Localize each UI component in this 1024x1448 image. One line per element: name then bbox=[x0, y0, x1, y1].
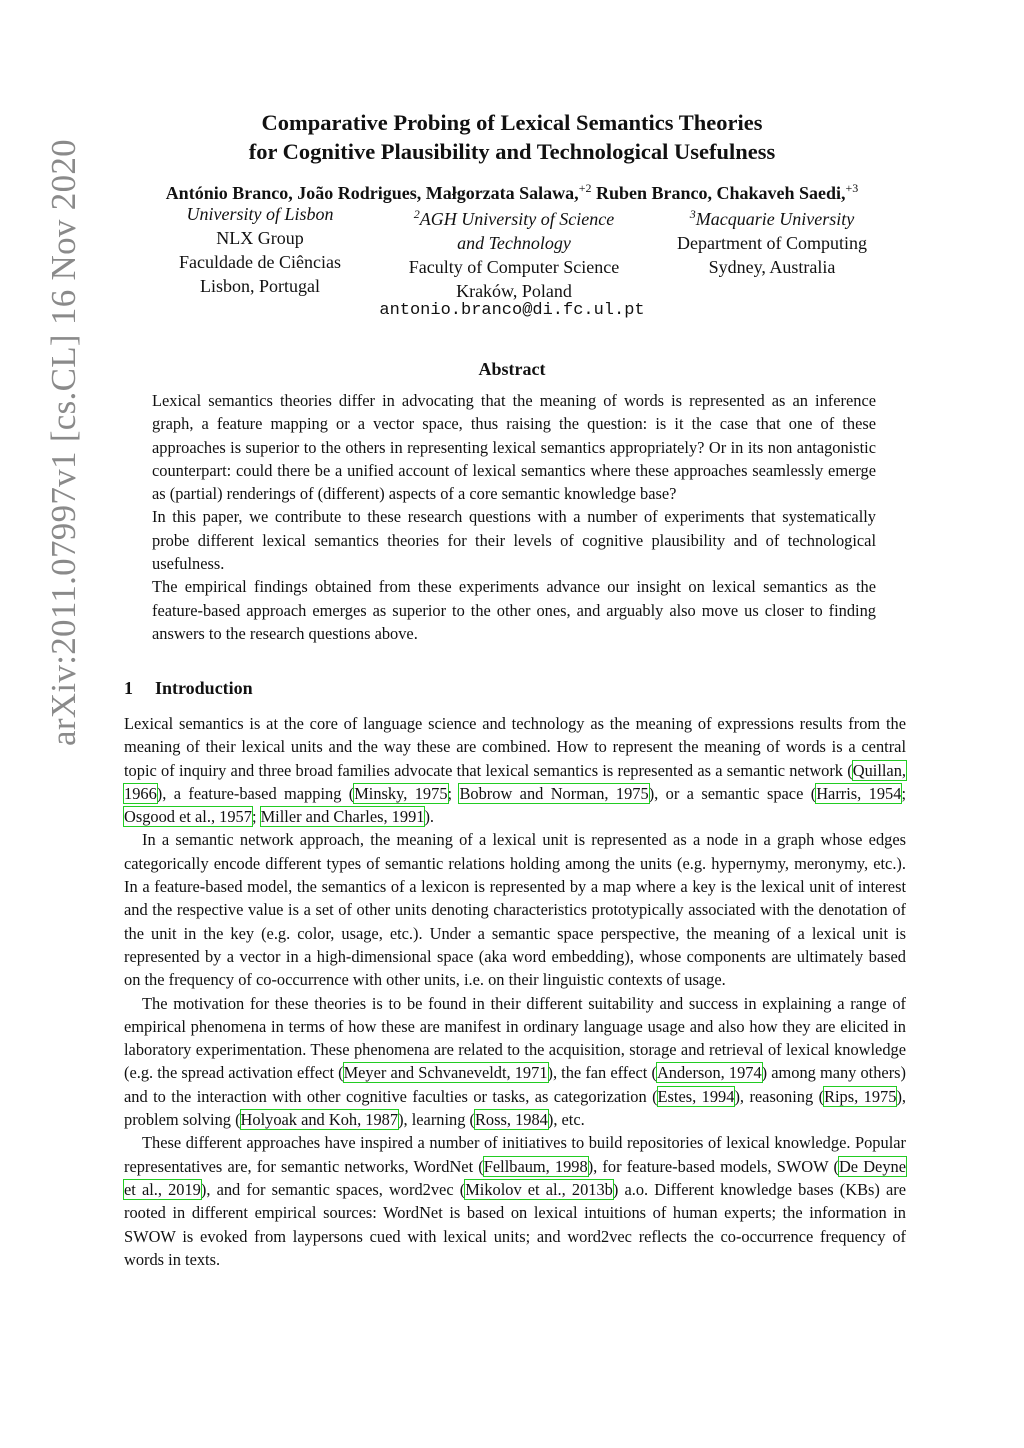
affiliation-1-line-2: NLX Group bbox=[216, 228, 304, 248]
intro-paragraph-1 bbox=[124, 712, 906, 828]
affiliation-lisbon bbox=[150, 202, 370, 298]
text-run: ), for feature-based models, SWOW ( bbox=[587, 1156, 839, 1176]
text-run: ) a.o. Different knowledge bases (KBs) are rooted in different empirical sources: WordNet is based on lexical intuitions of human experts; the information in SWOW is evoked from laypersons cued with lexical units; and word2vec reflects the co-occurrence frequency of words in texts. bbox=[124, 1179, 906, 1269]
affiliation-2-line-2: and Technology bbox=[457, 233, 571, 253]
text-run: ; bbox=[251, 807, 261, 827]
affiliation-3-line-3: Sydney, Australia bbox=[708, 257, 836, 277]
intro-paragraph-2: In a semantic network approach, the meaning of a lexical unit is represented as a node in a graph whose edges categorically encode different types of semantic relations holding among the units (e.g. hypernymy, meronymy, etc.). In a feature-based model, the semantics of a lexicon is represented by a map where a key is the lexical unit of interest and the respective value is a set of other units denoting characteristics prototypically associated with the denotation of the unit in the key (e.g. color, usage, etc.). Under a semantic space perspective, the meaning of a lexical unit is represented by a vector in a high-dimensional space (aka word embedding), whose components are ultimately based on the frequency of co-occurrence with other units, i.e. on their linguistic contexts of usage. bbox=[124, 830, 906, 990]
abstract-paragraph-3: The empirical findings obtained from these experiments advance our insight on lexical semantics as the feature-based approach emerges as superior to the other ones, and arguably also move us closer to finding answers to the research questions above. bbox=[152, 577, 876, 643]
citation-link[interactable]: De Deyne et al., 2019 bbox=[124, 1156, 906, 1199]
text-run: ; bbox=[447, 783, 460, 803]
text-run: ; bbox=[901, 783, 906, 803]
citation-link[interactable]: Bobrow and Norman, 1975 bbox=[459, 783, 649, 803]
authors-sup-1: +2 bbox=[578, 181, 592, 195]
citation-link[interactable]: Minsky, 1975 bbox=[354, 783, 448, 803]
abstract-heading: Abstract bbox=[478, 359, 546, 379]
citation-link[interactable]: Meyer and Schvaneveldt, 1971 bbox=[343, 1063, 548, 1083]
citation-link[interactable]: Harris, 1954 bbox=[816, 783, 902, 803]
affiliation-2-line-3: Faculty of Computer Science bbox=[408, 257, 620, 277]
text-run: Lexical semantics is at the core of language science and technology as the meaning of expressions results from the meaning of their lexical units and the way these are combined. How to represent the meaning of words is a central topic of inquiry and three broad families advocate that lexical semantics is represented as a semantic network ( bbox=[124, 714, 906, 780]
abstract-body bbox=[152, 389, 876, 645]
text-run: ), learning ( bbox=[398, 1110, 475, 1130]
arxiv-identifier: arXiv:2011.07997v1 [cs.CL] 16 Nov 2020 bbox=[44, 139, 83, 746]
affiliation-2-line-1: AGH University of Science bbox=[419, 209, 615, 229]
citation-link[interactable]: Fellbaum, 1998 bbox=[483, 1156, 588, 1176]
abstract-paragraph-2: In this paper, we contribute to these research questions with a number of experiments that systematically probe different lexical semantics theories for their levels of cognitive plausibility and of technological usefulness. bbox=[152, 507, 876, 574]
intro-paragraph-3 bbox=[124, 992, 906, 1132]
section-heading-introduction bbox=[124, 676, 253, 700]
text-run: These different approaches have inspired a number of initiatives to build repositories of lexical knowledge. Popular representatives are, for semantic networks, WordNet ( bbox=[124, 1133, 906, 1176]
affiliation-3-line-2: Department of Computing bbox=[677, 233, 867, 253]
text-run: ), the fan effect ( bbox=[547, 1063, 657, 1083]
text-run: ), reasoning ( bbox=[734, 1086, 825, 1106]
text-run: ), or a semantic space ( bbox=[648, 783, 817, 803]
section-title: Introduction bbox=[155, 678, 253, 698]
affiliation-agh bbox=[380, 202, 648, 303]
citation-link[interactable]: Anderson, 1974 bbox=[656, 1063, 762, 1083]
contact-email: antonio.branco@di.fc.ul.pt bbox=[379, 301, 645, 320]
authors-sup-2: +3 bbox=[845, 181, 859, 195]
citation-link[interactable]: Estes, 1994 bbox=[657, 1086, 735, 1106]
intro-paragraph-4 bbox=[124, 1131, 906, 1271]
introduction-body bbox=[124, 712, 906, 1271]
affiliation-1-line-4: Lisbon, Portugal bbox=[200, 276, 320, 296]
citation-link[interactable]: Osgood et al., 1957 bbox=[124, 807, 252, 827]
citation-link[interactable]: Holyoak and Koh, 1987 bbox=[240, 1110, 399, 1130]
authors-group-1: António Branco, João Rodrigues, Małgorzata Salawa, bbox=[165, 183, 579, 203]
text-run: ). bbox=[424, 807, 435, 827]
affiliation-1-line-1: University of Lisbon bbox=[186, 204, 334, 224]
citation-link[interactable]: Mikolov et al., 2013b bbox=[465, 1179, 613, 1199]
text-run: ), a feature-based mapping ( bbox=[156, 783, 355, 803]
paper-title-line-1: Comparative Probing of Lexical Semantics Theories bbox=[261, 110, 763, 135]
affiliation-3-sup: 3 bbox=[689, 207, 696, 221]
text-run: ), problem solving ( bbox=[124, 1086, 906, 1130]
paper-title-line-2: for Cognitive Plausibility and Technological Usefulness bbox=[248, 139, 776, 164]
affiliation-macquarie bbox=[650, 202, 894, 279]
text-run: ), and for semantic spaces, word2vec ( bbox=[200, 1179, 466, 1199]
section-number: 1 bbox=[124, 678, 133, 698]
affiliation-2-line-4: Kraków, Poland bbox=[456, 281, 572, 301]
abstract-paragraph-1: Lexical semantics theories differ in advocating that the meaning of words is represented as an inference graph, a feature mapping or a vector space, thus raising the question: is it the case that one of these approaches is superior to the others in representing lexical semantics appropriately? Or in its non antagonistic counterpart: could there be a unified account of lexical semantics where these approaches seamlessly emerge as (partial) renderings of (different) aspects of a core semantic knowledge base? bbox=[152, 391, 876, 504]
citation-link[interactable]: Rips, 1975 bbox=[824, 1086, 897, 1106]
citation-link[interactable]: Ross, 1984 bbox=[474, 1110, 548, 1130]
text-run: ), etc. bbox=[547, 1110, 585, 1130]
text-run: The motivation for these theories is to be found in their different suitability and success in explaining a range of empirical phenomena in terms of how these are manifest in ordinary language usage and also how they are elicited in laboratory experimentation. These phenomena are related to the acquisition, storage and retrieval of lexical knowledge (e.g. the spread activation effect ( bbox=[124, 993, 906, 1083]
citation-link[interactable]: Miller and Charles, 1991 bbox=[260, 807, 425, 827]
authors-group-2: Ruben Branco, Chakaveh Saedi, bbox=[591, 183, 846, 203]
text-run: ) among many others) and to the interaction with other cognitive faculties or tasks, as categorization ( bbox=[124, 1063, 907, 1106]
affiliation-2-sup: 2 bbox=[413, 207, 420, 221]
citation-link[interactable]: Quillan, 1966 bbox=[124, 760, 906, 803]
affiliation-1-line-3: Faculdade de Ciências bbox=[179, 252, 341, 272]
affiliation-3-line-1: Macquarie University bbox=[695, 209, 855, 229]
author-list bbox=[0, 176, 1024, 205]
